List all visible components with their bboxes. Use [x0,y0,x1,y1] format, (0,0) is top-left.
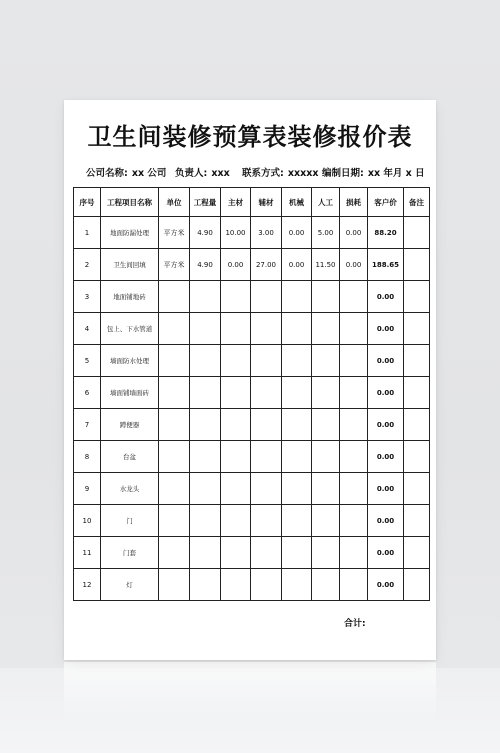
quantity-cell [190,505,221,537]
table-row [74,569,430,601]
remark-cell [404,537,430,569]
remark-cell [404,441,430,473]
remark-cell [404,409,430,441]
document-sheet [64,100,436,660]
quantity-cell [190,281,221,313]
machinery-cell [282,537,312,569]
row-number-cell: 9 [74,473,101,505]
remark-cell [404,281,430,313]
company-value: xx 公司 [131,168,167,179]
aux-material-cell [251,313,282,345]
contact-label: 联系方式: [242,168,284,179]
column-header: 工程项目名称 [101,188,159,217]
quantity-cell [190,409,221,441]
row-number-cell: 7 [74,409,101,441]
table-row [74,345,430,377]
table-row [74,217,430,249]
item-name-cell: 墙面铺墙面砖 [101,377,159,409]
remark-cell [404,473,430,505]
row-number-cell: 3 [74,281,101,313]
main-material-cell [221,441,251,473]
aux-material-cell [251,537,282,569]
machinery-cell [282,569,312,601]
row-number-cell: 6 [74,377,101,409]
main-material-cell [221,409,251,441]
unit-cell: 平方米 [159,249,190,281]
table-row [74,377,430,409]
item-name-cell: 墙面防水处理 [101,345,159,377]
customer-price-cell: 0.00 [368,537,404,569]
row-number-cell: 4 [74,313,101,345]
labor-cell [312,409,340,441]
loss-cell [340,281,368,313]
customer-price-cell: 0.00 [368,281,404,313]
unit-cell [159,441,190,473]
loss-cell [340,569,368,601]
contact-field [242,165,318,179]
item-name-cell: 水龙头 [101,473,159,505]
column-header: 客户价 [368,188,404,217]
paper-reflection [64,662,436,722]
machinery-cell: 0.00 [282,249,312,281]
main-material-cell [221,377,251,409]
row-number-cell: 1 [74,217,101,249]
column-header: 辅材 [251,188,282,217]
labor-cell [312,313,340,345]
customer-price-cell: 0.00 [368,505,404,537]
column-header: 人工 [312,188,340,217]
machinery-cell [282,505,312,537]
date-label: 编制日期: [322,168,364,179]
loss-cell [340,537,368,569]
person-field [175,165,230,179]
item-name-cell: 包上、下水管道 [101,313,159,345]
date-field [322,165,425,179]
aux-material-cell [251,377,282,409]
loss-cell [340,345,368,377]
column-header: 备注 [404,188,430,217]
quote-table [73,187,430,601]
unit-cell [159,569,190,601]
main-material-cell [221,473,251,505]
column-header: 主材 [221,188,251,217]
quantity-cell [190,473,221,505]
item-name-cell: 灯 [101,569,159,601]
loss-cell [340,473,368,505]
aux-material-cell [251,569,282,601]
main-material-cell [221,345,251,377]
table-row [74,281,430,313]
customer-price-cell: 0.00 [368,569,404,601]
column-header: 损耗 [340,188,368,217]
customer-price-cell: 0.00 [368,313,404,345]
date-value: xx 年月 x 日 [367,168,425,179]
contact-value: xxxxx [287,168,319,179]
labor-cell [312,345,340,377]
main-material-cell: 0.00 [221,249,251,281]
quantity-cell [190,377,221,409]
machinery-cell [282,313,312,345]
labor-cell: 5.00 [312,217,340,249]
quantity-cell [190,569,221,601]
loss-cell [340,313,368,345]
aux-material-cell: 27.00 [251,249,282,281]
customer-price-cell: 0.00 [368,473,404,505]
table-row [74,505,430,537]
row-number-cell: 5 [74,345,101,377]
item-name-cell: 门套 [101,537,159,569]
item-name-cell: 台盆 [101,441,159,473]
machinery-cell [282,473,312,505]
aux-material-cell [251,281,282,313]
customer-price-cell: 0.00 [368,345,404,377]
item-name-cell: 门 [101,505,159,537]
customer-price-cell: 188.65 [368,249,404,281]
row-number-cell: 11 [74,537,101,569]
main-material-cell [221,569,251,601]
column-header: 单位 [159,188,190,217]
remark-cell [404,217,430,249]
customer-price-cell: 0.00 [368,377,404,409]
unit-cell [159,409,190,441]
item-name-cell: 卫生间回填 [101,249,159,281]
labor-cell [312,473,340,505]
unit-cell [159,281,190,313]
loss-cell [340,377,368,409]
table-body [74,217,430,601]
table-header-row [74,188,430,217]
main-material-cell [221,505,251,537]
labor-cell [312,377,340,409]
labor-cell: 11.50 [312,249,340,281]
machinery-cell: 0.00 [282,217,312,249]
machinery-cell [282,441,312,473]
aux-material-cell: 3.00 [251,217,282,249]
aux-material-cell [251,441,282,473]
remark-cell [404,569,430,601]
labor-cell [312,441,340,473]
document-title: 卫生间装修预算表装修报价表 [87,122,413,151]
customer-price-cell: 0.00 [368,441,404,473]
column-header: 机械 [282,188,312,217]
labor-cell [312,281,340,313]
remark-cell [404,505,430,537]
aux-material-cell [251,345,282,377]
main-material-cell [221,281,251,313]
row-number-cell: 2 [74,249,101,281]
customer-price-cell: 88.20 [368,217,404,249]
table-row [74,441,430,473]
item-name-cell: 地面铺地砖 [101,281,159,313]
company-field [86,165,166,179]
main-material-cell: 10.00 [221,217,251,249]
unit-cell [159,537,190,569]
machinery-cell [282,409,312,441]
item-name-cell: 蹲便器 [101,409,159,441]
aux-material-cell [251,473,282,505]
machinery-cell [282,345,312,377]
unit-cell: 平方米 [159,217,190,249]
unit-cell [159,345,190,377]
item-name-cell: 地面防漏处理 [101,217,159,249]
customer-price-cell: 0.00 [368,409,404,441]
unit-cell [159,313,190,345]
labor-cell [312,569,340,601]
quantity-cell: 4.90 [190,249,221,281]
loss-cell: 0.00 [340,217,368,249]
row-number-cell: 10 [74,505,101,537]
person-label: 负责人: [175,168,208,179]
labor-cell [312,537,340,569]
quantity-cell: 4.90 [190,217,221,249]
machinery-cell [282,281,312,313]
quantity-cell [190,537,221,569]
quantity-cell [190,441,221,473]
remark-cell [404,345,430,377]
row-number-cell: 12 [74,569,101,601]
loss-cell: 0.00 [340,249,368,281]
row-number-cell: 8 [74,441,101,473]
table-row [74,313,430,345]
quantity-cell [190,345,221,377]
loss-cell [340,441,368,473]
main-material-cell [221,313,251,345]
aux-material-cell [251,505,282,537]
company-label: 公司名称: [86,168,128,179]
loss-cell [340,409,368,441]
remark-cell [404,377,430,409]
table-row [74,537,430,569]
person-value: xxx [211,168,230,179]
machinery-cell [282,377,312,409]
total-label: 合计: [344,619,366,629]
table-row [74,249,430,281]
unit-cell [159,505,190,537]
loss-cell [340,505,368,537]
remark-cell [404,313,430,345]
unit-cell [159,473,190,505]
quantity-cell [190,313,221,345]
table-row [74,473,430,505]
unit-cell [159,377,190,409]
remark-cell [404,249,430,281]
table-row [74,409,430,441]
main-material-cell [221,537,251,569]
aux-material-cell [251,409,282,441]
labor-cell [312,505,340,537]
column-header: 工程量 [190,188,221,217]
column-header: 序号 [74,188,101,217]
